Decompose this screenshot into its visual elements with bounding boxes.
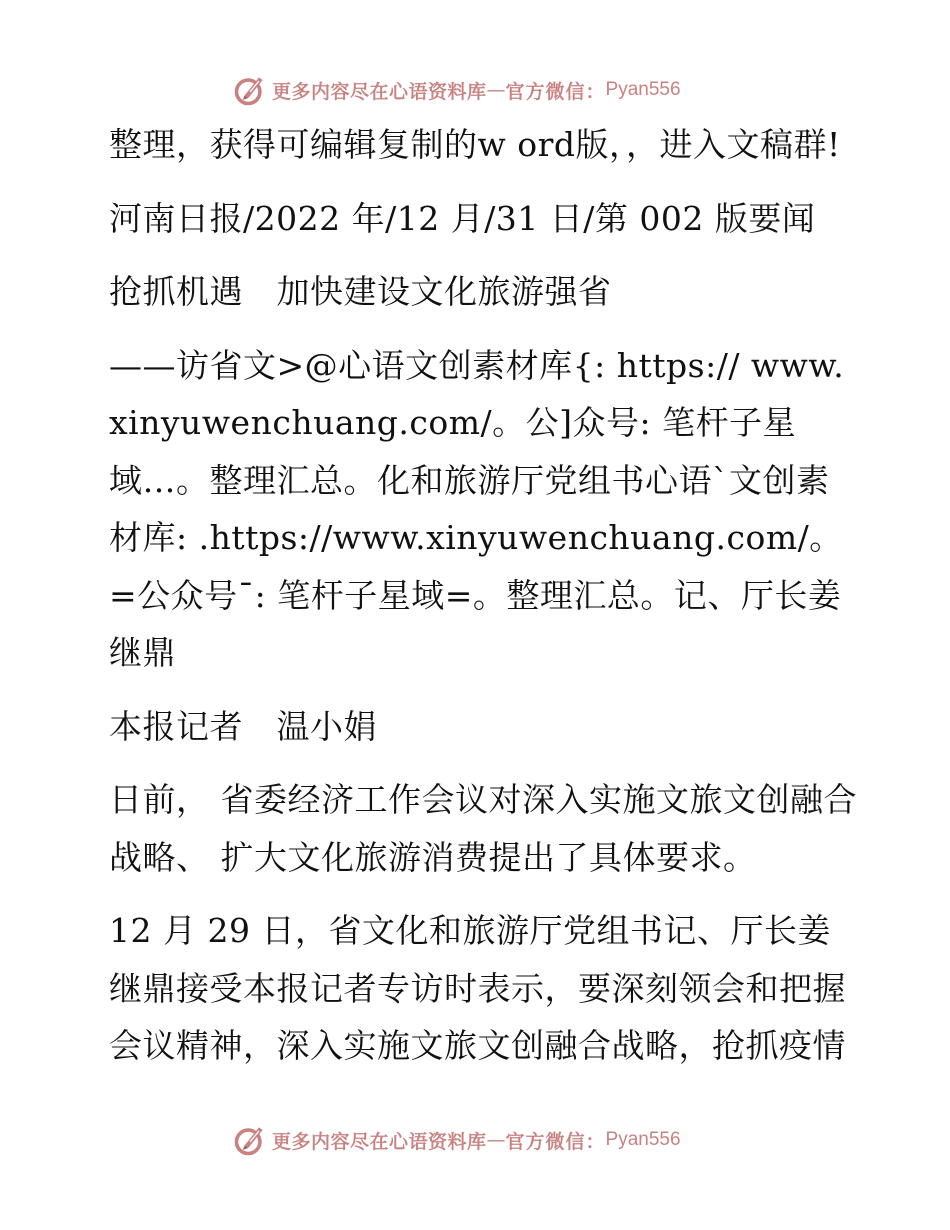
quill-logo-icon bbox=[232, 1122, 268, 1158]
intro-paragraph: 整理，获得可编辑复制的w ord版，，进入文稿群! bbox=[109, 125, 841, 164]
watermark-text: 更多内容尽在心语资料库 bbox=[272, 1130, 487, 1153]
watermark-wechat-id: Pyan556 bbox=[605, 79, 681, 100]
article-subtitle: ——访省文>@心语文创素材库{: https:// www.xinyuwenchuang.com/。公]众号: 笔杆子星域…。整理汇总。化和旅游厅党组书心语`文创素材库: .https://www.xinyuwenchuang.com/。=公众号¯: 笔杆子星域=。整理汇总。记、厅长姜继鼎 bbox=[109, 345, 845, 672]
publication-info: 河南日报/2022 年/12 月/31 日/第 002 版要闻 bbox=[109, 198, 816, 238]
footer-watermark bbox=[232, 1120, 681, 1160]
watermark-dash: — bbox=[486, 1129, 506, 1151]
body-paragraph: 日前， 省委经济工作会议对深入实施文旅文创融合战略、 扩大文化旅游消费提出了具体要求。 bbox=[109, 780, 857, 877]
article-title: 抢抓机遇 加快建设文化旅游强省 bbox=[109, 272, 612, 311]
quill-logo-icon bbox=[232, 72, 268, 108]
document-body bbox=[97, 116, 857, 1091]
watermark-official-label: 官方微信： bbox=[505, 80, 606, 103]
watermark-wechat-id: Pyan556 bbox=[605, 1129, 681, 1150]
reporter-byline: 本报记者 温小娟 bbox=[109, 706, 377, 746]
watermark-dash: — bbox=[486, 79, 506, 101]
watermark-official-label: 官方微信： bbox=[505, 1130, 606, 1153]
watermark-text: 更多内容尽在心语资料库 bbox=[272, 80, 487, 103]
header-watermark bbox=[232, 70, 681, 110]
body-paragraph: 12 月 29 日，省文化和旅游厅党组书记、厅长姜继鼎接受本报记者专访时表示，要深刻领会和把握会议精神，深入实施文旅文创融合战略，抢抓疫情 bbox=[109, 911, 846, 1065]
